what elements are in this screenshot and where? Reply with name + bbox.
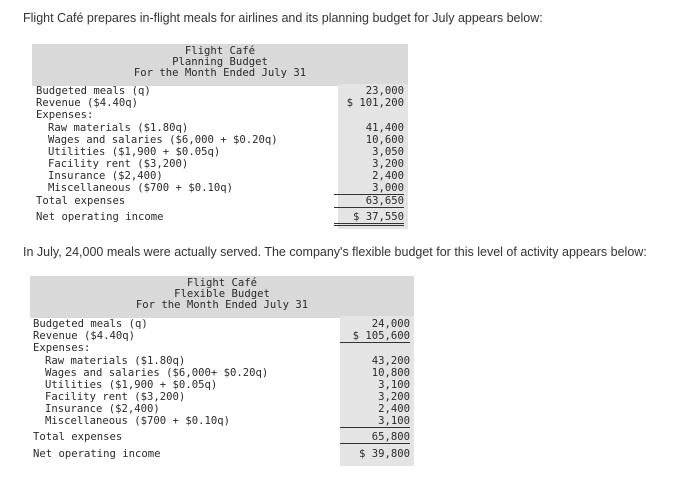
company-name: Flight Café — [184, 45, 256, 57]
revenue-label: Revenue ($4.40q) — [36, 97, 139, 109]
expense-value: 3,000 — [334, 182, 404, 195]
net-operating-income-value: $ 39,800 — [358, 448, 410, 460]
expense-label: Utilities ($1,900 + $0.05q) — [45, 379, 218, 391]
expense-value: 3,100 — [378, 379, 410, 391]
intro-text: Flight Café prepares in-flight meals for airlines and its planning budget for July appears below: — [23, 11, 543, 25]
expense-value: 3,200 — [378, 391, 410, 403]
expense-value: 3,200 — [372, 158, 404, 170]
expenses-label: Expenses: — [36, 109, 94, 121]
expense-label: Insurance ($2,400) — [48, 170, 163, 182]
budgeted-meals-value: 24,000 — [371, 318, 410, 330]
company-name: Flight Café — [186, 277, 258, 289]
expense-value: 10,800 — [371, 367, 410, 379]
total-expenses-label: Total expenses — [33, 431, 123, 443]
expenses-label: Expenses: — [33, 342, 91, 354]
expense-label: Utilities ($1,900 + $0.05q) — [48, 146, 221, 158]
budgeted-meals-label: Budgeted meals (q) — [33, 318, 148, 330]
net-operating-income-label: Net operating income — [33, 448, 161, 460]
budget-title: Flexible Budget — [174, 288, 270, 300]
expense-label: Facility rent ($3,200) — [48, 158, 189, 170]
revenue-value: $ 101,200 — [346, 97, 404, 109]
total-expenses-label: Total expenses — [36, 195, 126, 207]
revenue-label: Revenue ($4.40q) — [33, 330, 136, 342]
expense-value: 2,400 — [372, 170, 404, 182]
total-expenses-value: 65,800 — [340, 431, 410, 444]
budgeted-meals-label: Budgeted meals (q) — [36, 85, 151, 97]
net-operating-income-value: $ 37,550 — [334, 211, 404, 226]
net-operating-income-label: Net operating income — [36, 211, 164, 223]
expense-label: Wages and salaries ($6,000 + $0.20q) — [48, 134, 278, 146]
expense-value: 2,400 — [378, 403, 410, 415]
expense-value: 10,600 — [365, 134, 404, 146]
expense-value: 43,200 — [371, 355, 410, 367]
middle-text: In July, 24,000 meals were actually served. The company's flexible budget for this level of activity appears below: — [23, 245, 647, 259]
expense-label: Wages and salaries ($6,000+ $0.20q) — [45, 367, 269, 379]
total-expenses-value: 63,650 — [334, 195, 404, 208]
expense-label: Insurance ($2,400) — [45, 403, 160, 415]
expense-value: 3,100 — [340, 415, 410, 428]
flexible-budget-header — [30, 276, 414, 318]
expense-label: Facility rent ($3,200) — [45, 391, 186, 403]
budget-period: For the Month Ended July 31 — [133, 67, 307, 79]
expense-label: Raw materials ($1.80q) — [45, 355, 186, 367]
expense-label: Raw materials ($1.80q) — [48, 122, 189, 134]
expense-label: Miscellaneous ($700 + $0.10q) — [48, 182, 233, 194]
expense-value: 41,400 — [365, 122, 404, 134]
budgeted-meals-value: 23,000 — [365, 85, 404, 97]
expense-value: 3,050 — [372, 146, 404, 158]
budget-period: For the Month Ended July 31 — [135, 299, 309, 311]
expense-label: Miscellaneous ($700 + $0.10q) — [45, 415, 230, 427]
budget-title: Planning Budget — [172, 56, 268, 68]
planning-budget-header — [32, 44, 408, 86]
revenue-value: $ 105,600 — [340, 330, 410, 343]
